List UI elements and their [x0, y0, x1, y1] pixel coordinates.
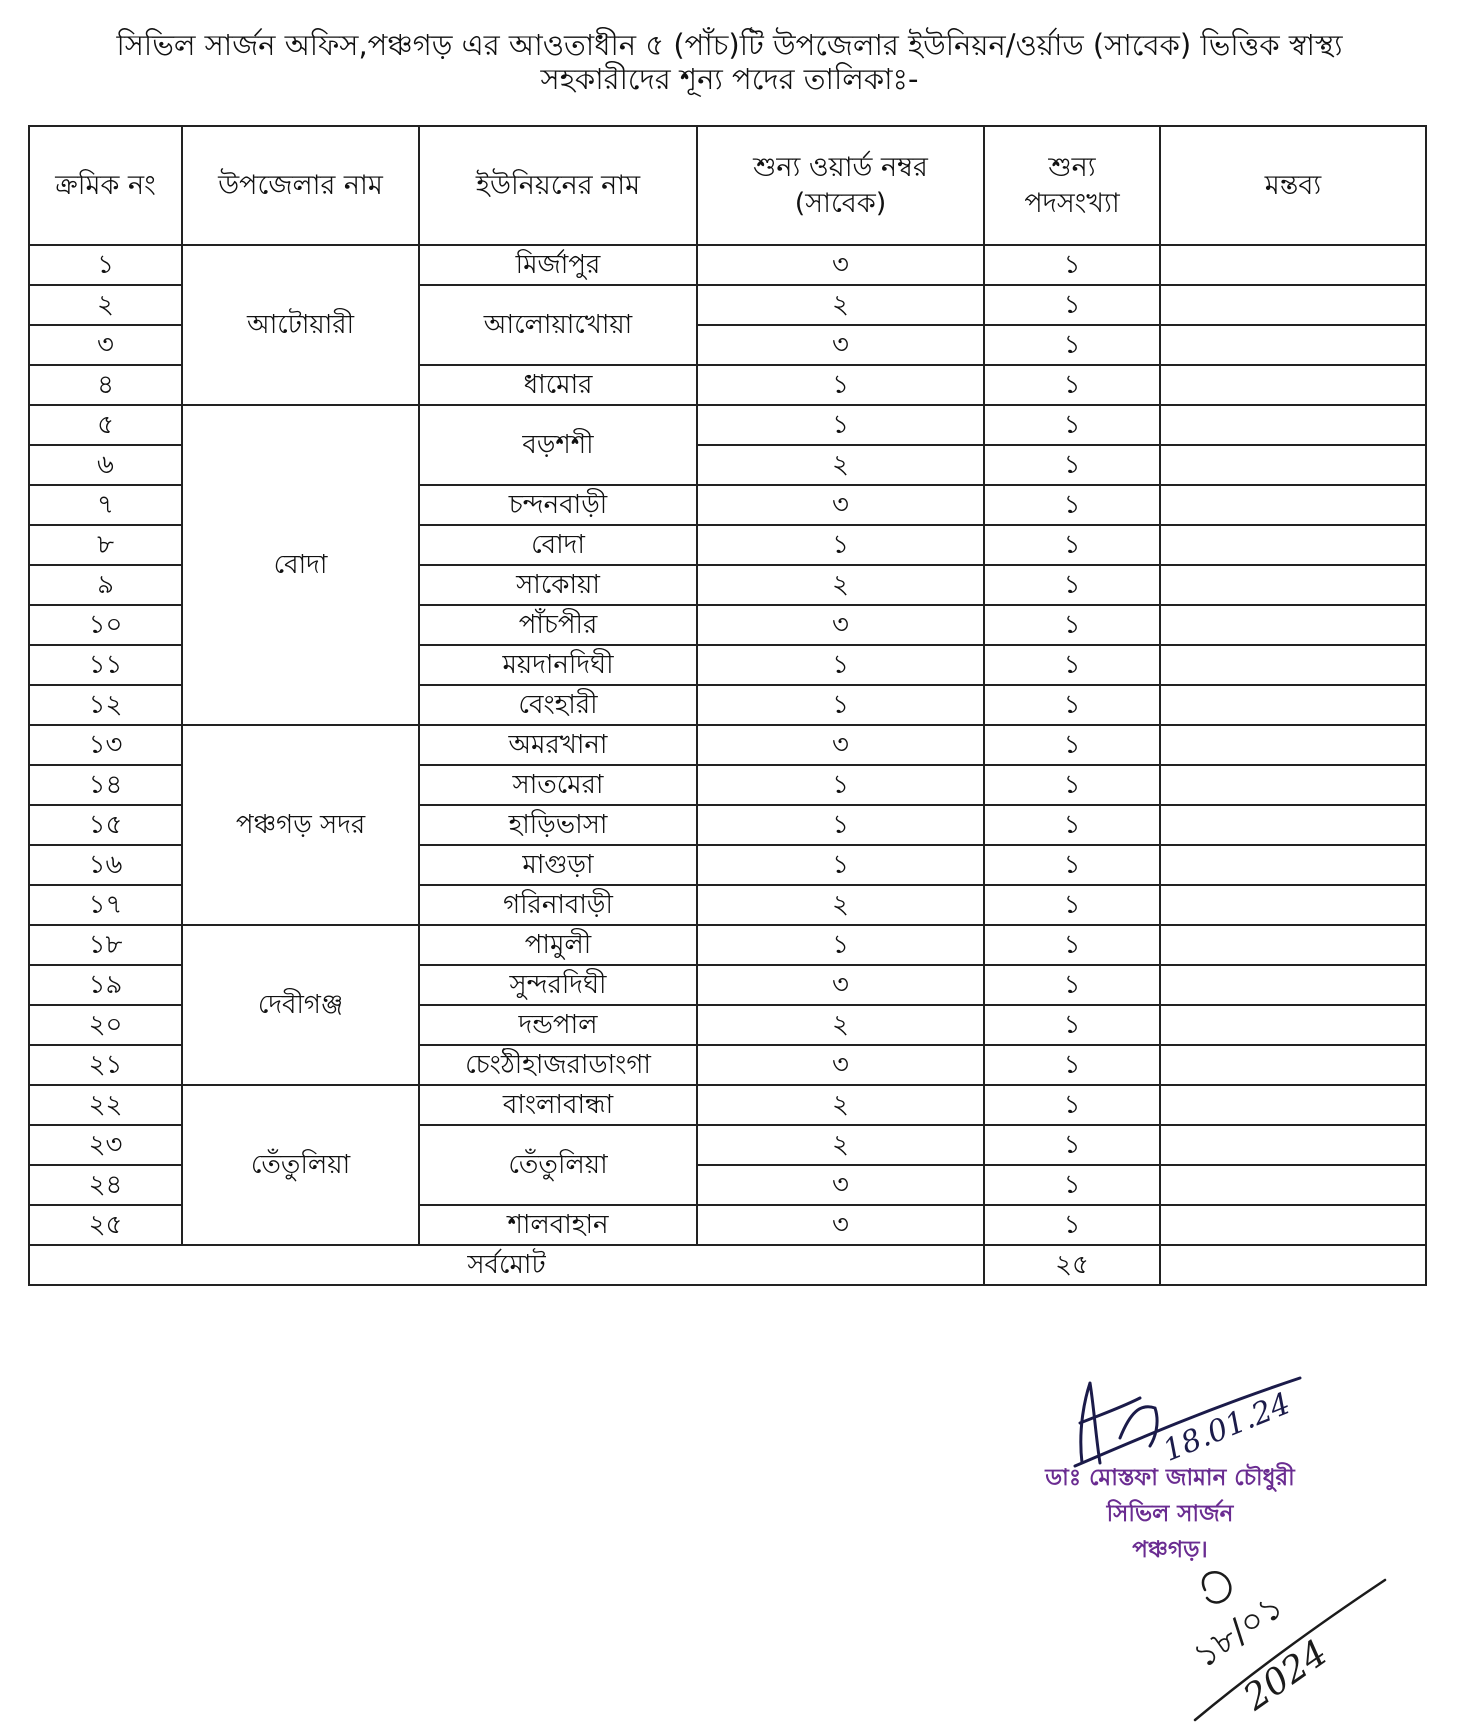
- union-cell: বেংহারী: [419, 685, 697, 725]
- serial-cell: ২৪: [29, 1165, 182, 1205]
- union-cell: সুন্দরদিঘী: [419, 965, 697, 1005]
- header-ward-line-1: শুন্য ওয়ার্ড নম্বর: [753, 151, 928, 183]
- posts-cell: ১: [984, 325, 1160, 365]
- ward-cell: ৩: [697, 485, 984, 525]
- ward-cell: ৩: [697, 245, 984, 285]
- remarks-cell: [1160, 1045, 1426, 1085]
- union-cell: ময়দানদিঘী: [419, 645, 697, 685]
- ward-cell: ১: [697, 925, 984, 965]
- title-line-1: সিভিল সার্জন অফিস,পঞ্চগড় এর আওতাধীন ৫ (পাঁচ)টি উপজেলার ইউনিয়ন/ওর্য়াড (সাবেক) ভিত্তিক স্বাস্থ্য: [116, 28, 1343, 62]
- posts-cell: ১: [984, 445, 1160, 485]
- ward-cell: ৩: [697, 325, 984, 365]
- posts-cell: ১: [984, 805, 1160, 845]
- union-cell: মাগুড়া: [419, 845, 697, 885]
- ward-cell: ২: [697, 1085, 984, 1125]
- ward-cell: ২: [697, 1125, 984, 1165]
- remarks-cell: [1160, 805, 1426, 845]
- signature-date-2-day: ১৮/০১: [1186, 1586, 1291, 1677]
- ward-cell: ১: [697, 685, 984, 725]
- remarks-cell: [1160, 965, 1426, 1005]
- remarks-cell: [1160, 365, 1426, 405]
- union-cell: হাড়িভাসা: [419, 805, 697, 845]
- serial-cell: ৪: [29, 365, 182, 405]
- table-row: [29, 245, 1426, 285]
- posts-cell: ১: [984, 1045, 1160, 1085]
- serial-cell: ৩: [29, 325, 182, 365]
- remarks-cell: [1160, 1085, 1426, 1125]
- remarks-cell: [1160, 885, 1426, 925]
- remarks-cell: [1160, 325, 1426, 365]
- union-cell: সাতমেরা: [419, 765, 697, 805]
- union-cell: দন্ডপাল: [419, 1005, 697, 1045]
- ward-cell: ১: [697, 805, 984, 845]
- ward-cell: ৩: [697, 1205, 984, 1245]
- posts-cell: ১: [984, 405, 1160, 445]
- remarks-cell: [1160, 1205, 1426, 1245]
- ward-cell: ২: [697, 1005, 984, 1045]
- header-union: ইউনিয়নের নাম: [419, 126, 697, 245]
- union-cell: চেংঠীহাজরাডাংগা: [419, 1045, 697, 1085]
- header-remarks: মন্তব্য: [1160, 126, 1426, 245]
- posts-cell: ১: [984, 525, 1160, 565]
- serial-cell: ২৫: [29, 1205, 182, 1245]
- ward-cell: ১: [697, 525, 984, 565]
- union-cell: চন্দনবাড়ী: [419, 485, 697, 525]
- posts-cell: ১: [984, 925, 1160, 965]
- posts-cell: ১: [984, 1205, 1160, 1245]
- remarks-cell: [1160, 565, 1426, 605]
- remarks-cell: [1160, 685, 1426, 725]
- header-ward: [697, 126, 984, 245]
- upazila-cell: বোদা: [182, 405, 419, 725]
- union-cell: শালবাহান: [419, 1205, 697, 1245]
- signature-date-2-year: 2024: [1236, 1632, 1336, 1719]
- ward-cell: ৩: [697, 965, 984, 1005]
- union-cell: সাকোয়া: [419, 565, 697, 605]
- posts-cell: ১: [984, 565, 1160, 605]
- posts-cell: ১: [984, 1125, 1160, 1165]
- ward-cell: ২: [697, 885, 984, 925]
- signature-date-1: 18.01.24: [1158, 1386, 1296, 1469]
- serial-cell: ১৩: [29, 725, 182, 765]
- union-cell: পামুলী: [419, 925, 697, 965]
- union-cell: গরিনাবাড়ী: [419, 885, 697, 925]
- table-row: [29, 725, 1426, 765]
- total-value: ২৫: [984, 1245, 1160, 1285]
- posts-cell: ১: [984, 1005, 1160, 1045]
- union-cell: বাংলাবান্ধা: [419, 1085, 697, 1125]
- ward-cell: ২: [697, 445, 984, 485]
- ward-cell: ১: [697, 405, 984, 445]
- upazila-cell: দেবীগঞ্জ: [182, 925, 419, 1085]
- serial-cell: ১৫: [29, 805, 182, 845]
- remarks-cell: [1160, 1005, 1426, 1045]
- serial-cell: ১১: [29, 645, 182, 685]
- serial-cell: ৭: [29, 485, 182, 525]
- total-row: [29, 1245, 1426, 1285]
- serial-cell: ২৩: [29, 1125, 182, 1165]
- serial-cell: ৮: [29, 525, 182, 565]
- posts-cell: ১: [984, 645, 1160, 685]
- table-header-row: [29, 126, 1426, 245]
- union-cell: অমরখানা: [419, 725, 697, 765]
- ward-cell: ৩: [697, 1165, 984, 1205]
- total-label: সর্বমোট: [29, 1245, 984, 1285]
- title-line-2: সহকারীদের শূন্য পদের তালিকাঃ-: [540, 62, 919, 96]
- remarks-cell: [1160, 845, 1426, 885]
- union-cell: বোদা: [419, 525, 697, 565]
- ward-cell: ১: [697, 365, 984, 405]
- ward-cell: ১: [697, 765, 984, 805]
- header-posts: [984, 126, 1160, 245]
- ward-cell: ৩: [697, 1045, 984, 1085]
- serial-cell: ২: [29, 285, 182, 325]
- header-upazila: উপজেলার নাম: [182, 126, 419, 245]
- official-stamp: [1000, 1460, 1340, 1568]
- table-row: [29, 925, 1426, 965]
- remarks-cell: [1160, 765, 1426, 805]
- total-remarks-cell: [1160, 1245, 1426, 1285]
- document-title: [20, 28, 1439, 96]
- table-row: [29, 405, 1426, 445]
- union-cell: মির্জাপুর: [419, 245, 697, 285]
- serial-cell: ২২: [29, 1085, 182, 1125]
- posts-cell: ১: [984, 685, 1160, 725]
- posts-cell: ১: [984, 845, 1160, 885]
- vacancy-table: [28, 125, 1427, 1286]
- upazila-cell: তেঁতুলিয়া: [182, 1085, 419, 1245]
- serial-cell: ১৮: [29, 925, 182, 965]
- posts-cell: ১: [984, 765, 1160, 805]
- officer-name: ডাঃ মোস্তফা জামান চৌধুরী: [1045, 1465, 1295, 1491]
- ward-cell: ২: [697, 285, 984, 325]
- posts-cell: ১: [984, 1165, 1160, 1205]
- remarks-cell: [1160, 245, 1426, 285]
- posts-cell: ১: [984, 885, 1160, 925]
- serial-cell: ১২: [29, 685, 182, 725]
- remarks-cell: [1160, 605, 1426, 645]
- office-place: পঞ্চগড়।: [1132, 1537, 1208, 1563]
- remarks-cell: [1160, 285, 1426, 325]
- posts-cell: ১: [984, 285, 1160, 325]
- ward-cell: ২: [697, 565, 984, 605]
- remarks-cell: [1160, 1165, 1426, 1205]
- remarks-cell: [1160, 645, 1426, 685]
- serial-cell: ১৬: [29, 845, 182, 885]
- remarks-cell: [1160, 725, 1426, 765]
- ward-cell: ১: [697, 645, 984, 685]
- serial-cell: ৯: [29, 565, 182, 605]
- remarks-cell: [1160, 485, 1426, 525]
- serial-cell: ৫: [29, 405, 182, 445]
- table-row: [29, 1085, 1426, 1125]
- serial-cell: ১৪: [29, 765, 182, 805]
- serial-cell: ১৭: [29, 885, 182, 925]
- ward-cell: ৩: [697, 725, 984, 765]
- posts-cell: ১: [984, 605, 1160, 645]
- header-ward-line-2: (সাবেক): [794, 187, 887, 219]
- union-cell: ধামোর: [419, 365, 697, 405]
- posts-cell: ১: [984, 965, 1160, 1005]
- serial-cell: ২০: [29, 1005, 182, 1045]
- officer-designation: সিভিল সার্জন: [1106, 1501, 1234, 1527]
- posts-cell: ১: [984, 1085, 1160, 1125]
- union-cell: বড়শশী: [419, 405, 697, 485]
- serial-cell: ৬: [29, 445, 182, 485]
- serial-cell: ১৯: [29, 965, 182, 1005]
- ward-cell: ১: [697, 845, 984, 885]
- header-posts-line-2: পদসংখ্যা: [1024, 187, 1120, 219]
- remarks-cell: [1160, 445, 1426, 485]
- ward-cell: ৩: [697, 605, 984, 645]
- posts-cell: ১: [984, 485, 1160, 525]
- union-cell: তেঁতুলিয়া: [419, 1125, 697, 1205]
- serial-cell: ১: [29, 245, 182, 285]
- serial-cell: ২১: [29, 1045, 182, 1085]
- union-cell: আলোয়াখোয়া: [419, 285, 697, 365]
- header-serial: ক্রমিক নং: [29, 126, 182, 245]
- remarks-cell: [1160, 525, 1426, 565]
- remarks-cell: [1160, 405, 1426, 445]
- upazila-cell: পঞ্চগড় সদর: [182, 725, 419, 925]
- remarks-cell: [1160, 925, 1426, 965]
- remarks-cell: [1160, 1125, 1426, 1165]
- posts-cell: ১: [984, 365, 1160, 405]
- serial-cell: ১০: [29, 605, 182, 645]
- union-cell: পাঁচপীর: [419, 605, 697, 645]
- posts-cell: ১: [984, 245, 1160, 285]
- header-posts-line-1: শুন্য: [1048, 151, 1096, 183]
- posts-cell: ১: [984, 725, 1160, 765]
- upazila-cell: আটোয়ারী: [182, 245, 419, 405]
